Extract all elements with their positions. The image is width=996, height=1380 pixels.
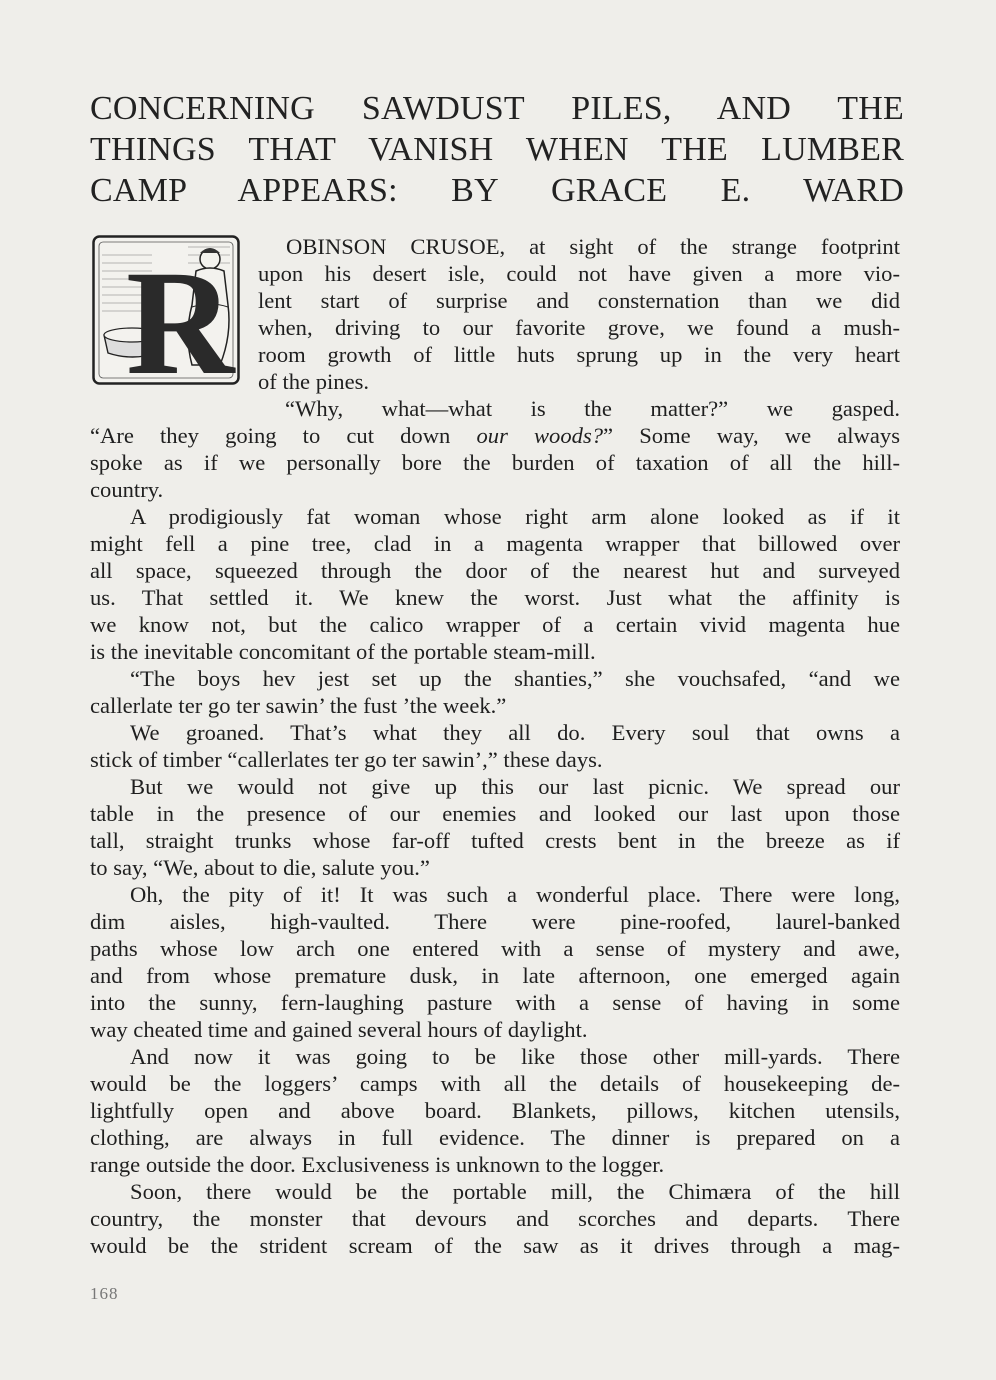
text-line: table in the presence of our enemies and looked our last upon those (90, 801, 900, 826)
article-title (90, 88, 904, 211)
text-line: We groaned. That’s what they all do. Every soul that owns a (130, 720, 900, 745)
article-body (90, 233, 900, 1259)
text-line: country, the monster that devours and scorches and departs. There (90, 1206, 900, 1231)
title-line: CAMP APPEARS: BY GRACE E. WARD (90, 172, 904, 209)
text-line: to say, “We, about to die, salute you.” (90, 855, 430, 880)
text-line: upon his desert isle, could not have given a more vio- (258, 261, 900, 286)
text-line: us. That settled it. We knew the worst. Just what the affinity is (90, 585, 900, 610)
text-line: callerlate ter go ter sawin’ the fust ’the week.” (90, 693, 507, 718)
text-line: And now it was going to be like those other mill-yards. There (130, 1044, 900, 1069)
text-line: would be the loggers’ camps with all the details of housekeeping de- (90, 1071, 900, 1096)
text-segment: ” Some way, we always (603, 423, 900, 448)
text-line: might fell a pine tree, clad in a magenta wrapper that billowed over (90, 531, 900, 556)
text-line: we know not, but the calico wrapper of a certain vivid magenta hue (90, 612, 900, 637)
text-line: country. (90, 477, 164, 502)
text-line: tall, straight trunks whose far-off tufted crests bent in the breeze as if (90, 828, 900, 853)
text-line: lightfully open and above board. Blankets, pillows, kitchen utensils, (90, 1098, 900, 1123)
text-line: range outside the door. Exclusiveness is unknown to the logger. (90, 1152, 665, 1177)
text-line: all space, squeezed through the door of the nearest hut and surveyed (90, 558, 900, 583)
page-number: 168 (90, 1284, 119, 1303)
text-line: room growth of little huts sprung up in the very heart (258, 342, 900, 367)
emphasized-text: our woods? (476, 423, 604, 448)
text-line: paths whose low arch one entered with a sense of mystery and awe, (90, 936, 900, 961)
text-line: would be the strident scream of the saw as it drives through a mag- (90, 1233, 900, 1258)
text-line: Soon, there would be the portable mill, the Chimæra of the hill (130, 1179, 900, 1204)
text-line: and from whose premature dusk, in late afternoon, one emerged again (90, 963, 900, 988)
title-line: CONCERNING SAWDUST PILES, AND THE (90, 90, 904, 127)
text-line: dim aisles, high-vaulted. There were pine-roofed, laurel-banked (90, 909, 900, 934)
text-line: spoke as if we personally bore the burden of taxation of all the hill- (90, 450, 900, 475)
text-line: lent start of surprise and consternation than we did (258, 288, 900, 313)
text-line: stick of timber “callerlates ter go ter sawin’,” these days. (90, 747, 603, 772)
text-line: A prodigiously fat woman whose right arm alone looked as if it (130, 504, 900, 529)
dropcap-letter: R (126, 240, 235, 385)
text-line: “Why, what—what is the matter?” we gasped. (285, 396, 900, 421)
text-segment: “Are they going to cut down (90, 423, 477, 448)
text-line: OBINSON CRUSOE, at sight of the strange footprint (286, 234, 900, 259)
text-line: into the sunny, fern-laughing pasture with a sense of having in some (90, 990, 900, 1015)
text-line: Oh, the pity of it! It was such a wonderful place. There were long, (130, 882, 900, 907)
text-line: clothing, are always in full evidence. The dinner is prepared on a (90, 1125, 900, 1150)
title-line: THINGS THAT VANISH WHEN THE LUMBER (90, 131, 904, 168)
text-line: when, driving to our favorite grove, we found a mush- (258, 315, 900, 340)
text-line: is the inevitable concomitant of the portable steam-mill. (90, 639, 596, 664)
text-line: But we would not give up this our last picnic. We spread our (130, 774, 900, 799)
text-line: way cheated time and gained several hours of daylight. (90, 1017, 588, 1042)
text-line: “The boys hev jest set up the shanties,” she vouchsafed, “and we (130, 666, 900, 691)
text-line (90, 422, 900, 449)
text-line: of the pines. (258, 369, 370, 394)
